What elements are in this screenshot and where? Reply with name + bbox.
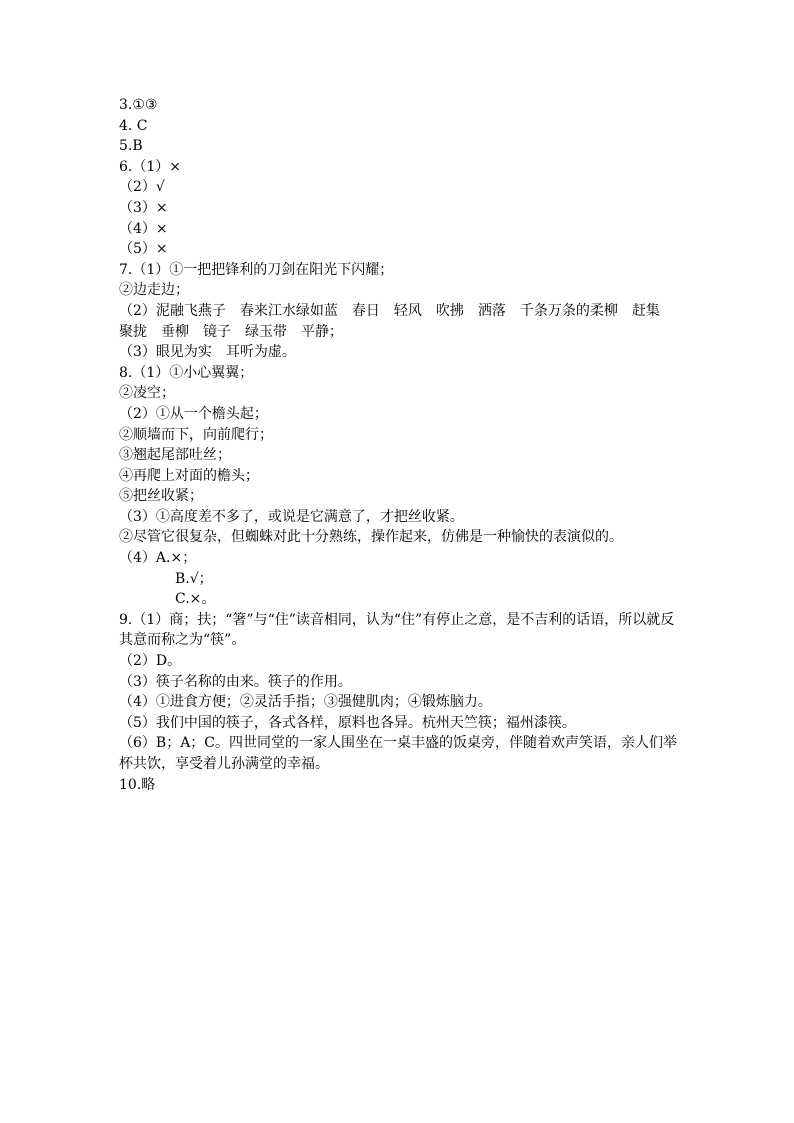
answer-7-2: （2）泥融飞燕子 春来江水绿如蓝 春日 轻风 吹拂 洒落 千条万条的柔柳 赶集 聚拢 垂柳 镜子 绿玉带 平静；	[119, 302, 674, 340]
answer-8-2-d: ④再爬上对面的檐头；	[119, 467, 259, 484]
answer-8-2-c: ③翘起尾部吐丝；	[119, 447, 231, 464]
answer-6-2: （2）√	[119, 179, 165, 196]
answer-4: 4. C	[119, 117, 148, 134]
answer-7-1: 7.（1）①一把把锋利的刀剑在阳光下闪耀；	[119, 261, 394, 278]
answer-6-4: （4）×	[119, 220, 168, 237]
answer-9-6: （6）B；A；C。四世同堂的一家人围坐在一桌丰盛的饭桌旁，伴随着欢声笑语，亲人们举杯共饮，享受着儿孙满堂的幸福。	[119, 735, 678, 772]
answer-8-4-b: B.√；	[175, 570, 213, 587]
answer-7-3: （3）眼见为实 耳听为虚。	[119, 344, 296, 361]
answer-5: 5.B	[119, 138, 143, 155]
answer-9-5: （5）我们中国的筷子，各式各样，原料也各异。杭州天竺筷；福州漆筷。	[119, 714, 576, 731]
answer-3: 3.①③	[119, 97, 158, 113]
answer-8-3-b: ②尽管它很复杂，但蜘蛛对此十分熟练，操作起来，仿佛是一种愉快的表演似的。	[119, 529, 623, 546]
answer-8-3-a: （3）①高度差不多了，或说是它满意了，才把丝收紧。	[119, 508, 464, 525]
answer-9-3: （3）筷子名称的由来。筷子的作用。	[119, 673, 352, 690]
answer-8-2-e: ⑤把丝收紧；	[119, 488, 203, 505]
answer-8-2-b: ②顺墙而下，向前爬行；	[119, 426, 273, 443]
answer-8-1-b: ②凌空；	[119, 385, 175, 402]
answer-9-1: 9.（1）商；扶；“箸”与“住”读音相同，认为“住”有停止之意，是不吉利的话语，所以就反其意而称之为“筷”。	[119, 611, 675, 649]
answer-6-1: 6.（1）×	[119, 158, 181, 175]
answer-document	[119, 95, 679, 795]
answer-8-2-a: （2）①从一个檐头起；	[119, 405, 268, 422]
answer-8-4-a: （4）A.×；	[119, 550, 197, 567]
answer-6-3: （3）×	[119, 199, 168, 216]
answer-9-4: （4）①进食方便；②灵活手指；③强健肌肉；④锻炼脑力。	[119, 694, 492, 711]
answer-8-4-c: C.×。	[175, 591, 216, 608]
answer-8-1: 8.（1）①小心翼翼；	[119, 364, 254, 381]
answer-6-5: （5）×	[119, 241, 168, 258]
answer-7-1-b: ②边走边；	[119, 282, 189, 299]
answer-9-2: （2）D。	[119, 653, 182, 670]
answer-10: 10.略	[119, 776, 156, 793]
